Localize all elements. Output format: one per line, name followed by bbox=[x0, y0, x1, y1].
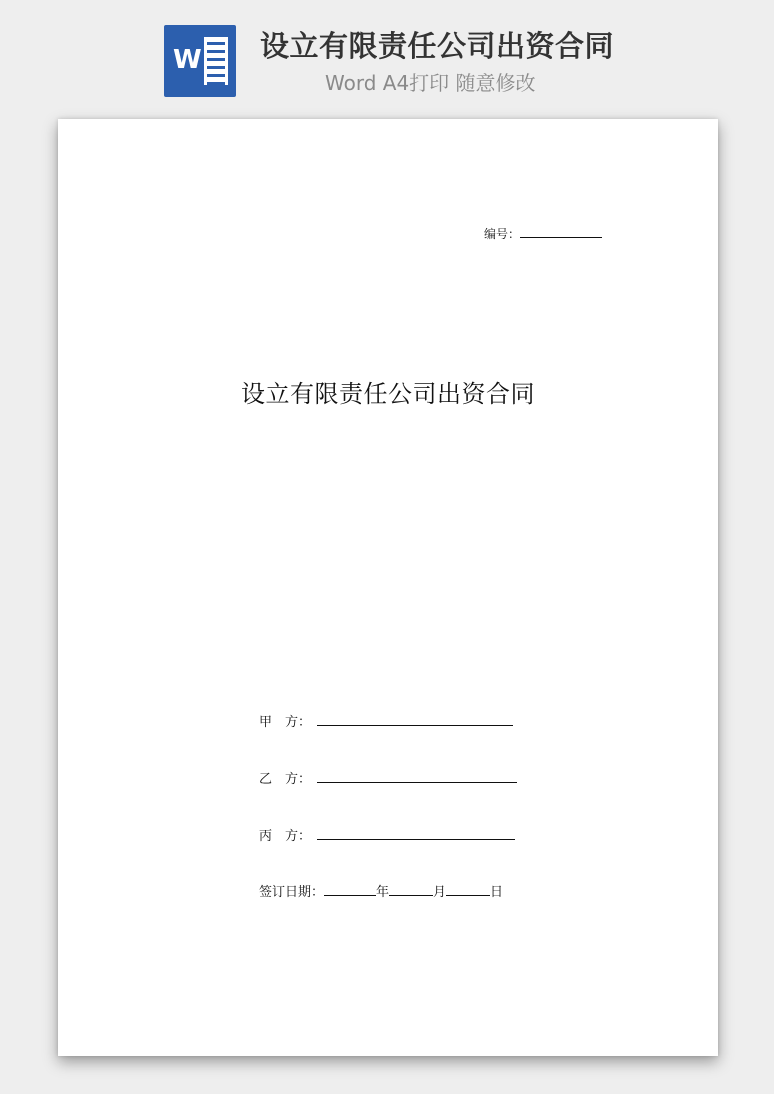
year-blank[interactable] bbox=[324, 883, 376, 896]
party-c-blank[interactable] bbox=[317, 827, 515, 840]
serial-blank[interactable] bbox=[520, 225, 602, 238]
sign-date-row bbox=[259, 881, 503, 900]
day-blank[interactable] bbox=[446, 883, 490, 896]
party-b-label: 乙 方： bbox=[259, 772, 312, 787]
watermark bbox=[548, 482, 568, 511]
month-label: 月 bbox=[433, 885, 447, 900]
party-b-row bbox=[259, 768, 517, 787]
sign-date-label: 签订日期： bbox=[259, 885, 325, 900]
banner-title: 设立有限责任公司出资合同 bbox=[260, 29, 615, 63]
serial-number bbox=[484, 225, 602, 242]
day-label: 日 bbox=[490, 885, 504, 900]
watermark bbox=[88, 482, 108, 511]
party-a-blank[interactable] bbox=[317, 713, 513, 726]
party-c-label: 丙 方： bbox=[259, 829, 312, 844]
document-page bbox=[58, 119, 718, 1056]
year-label: 年 bbox=[376, 885, 390, 900]
party-a-label: 甲 方： bbox=[259, 715, 312, 730]
party-a-row bbox=[259, 711, 513, 730]
document-title: 设立有限责任公司出资合同 bbox=[241, 380, 535, 408]
party-b-blank[interactable] bbox=[317, 770, 517, 783]
banner-subtitle: Word A4打印 随意修改 bbox=[325, 71, 536, 95]
doc-lines-graphic bbox=[204, 37, 228, 85]
header-banner bbox=[0, 0, 774, 112]
month-blank[interactable] bbox=[389, 883, 433, 896]
word-icon bbox=[164, 25, 236, 97]
serial-label: 编号： bbox=[483, 227, 520, 241]
word-icon-letter: W bbox=[173, 45, 202, 75]
party-c-row bbox=[259, 825, 515, 844]
